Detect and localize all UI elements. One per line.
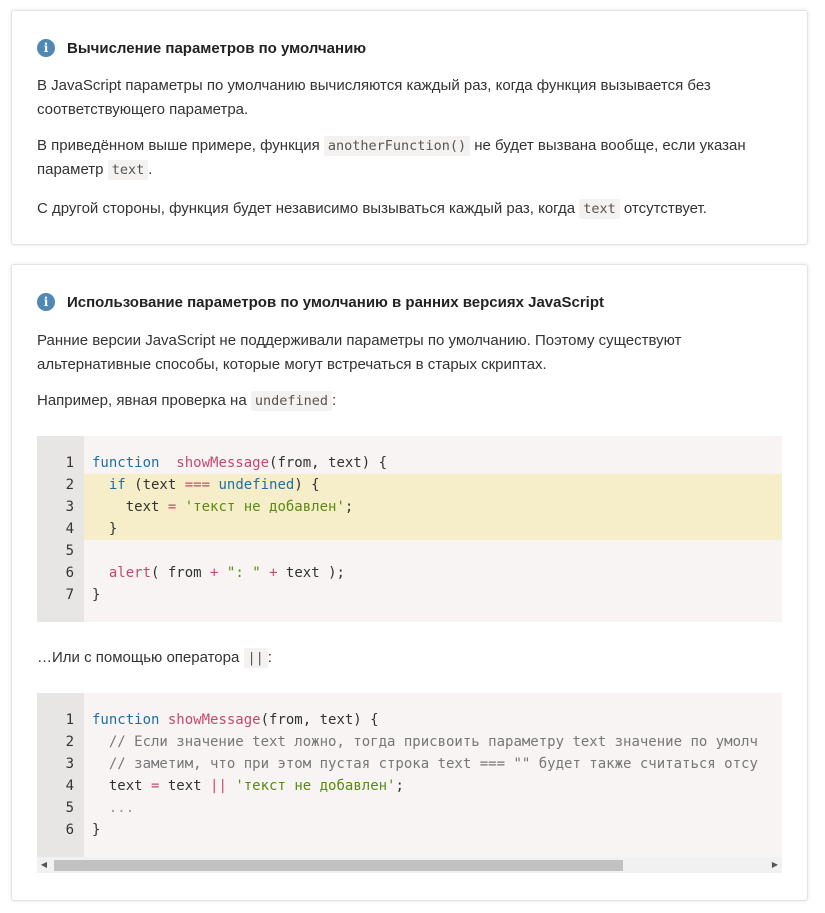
- paragraph-text: Ранние версии JavaScript не поддерживали параметры по умолчанию. Поэтому существуют альтернативные способы, которые могут встречаться в старых скриптах.: [37, 332, 682, 373]
- code-token: [92, 477, 109, 493]
- paragraph: [37, 646, 777, 670]
- card-title-text: Вычисление параметров по умолчанию: [67, 39, 367, 57]
- paragraph-text: В приведённом выше примере, функция: [37, 137, 324, 154]
- code-token: text: [159, 778, 211, 794]
- code-token: 'текст не добавлен': [184, 499, 345, 515]
- paragraph-text: не будет вызвана вообще, если указан параметр: [37, 137, 746, 178]
- code-token: [92, 756, 109, 772]
- code-token: [92, 800, 109, 816]
- code-line: [37, 584, 782, 606]
- line-number: 4: [65, 521, 74, 537]
- paragraph: [37, 74, 777, 122]
- code-token: ;: [344, 499, 354, 515]
- line-number: 3: [65, 756, 74, 772]
- triangle-left-icon[interactable]: ◀: [40, 860, 48, 869]
- info-card-default-params: [11, 10, 808, 245]
- paragraph-text: В JavaScript параметры по умолчанию вычисляются каждый раз, когда функция вызывается без соответствующего параметра.: [37, 77, 711, 118]
- paragraph-text: Например, явная проверка на: [37, 392, 251, 409]
- triangle-right-icon[interactable]: ▶: [771, 860, 779, 869]
- info-icon: i: [37, 39, 55, 57]
- code-token: showMessage: [176, 455, 270, 471]
- code-token: showMessage: [167, 712, 261, 728]
- code-text: [92, 797, 134, 819]
- code-text: [92, 452, 387, 474]
- code-token: ===: [184, 477, 211, 493]
- code-text: [92, 709, 379, 731]
- code-token: [261, 565, 269, 581]
- code-token: +: [269, 565, 278, 581]
- code-token: =: [151, 778, 160, 794]
- info-card-early-js: [11, 264, 808, 901]
- code-token: +: [210, 565, 219, 581]
- code-text: [92, 731, 758, 753]
- inline-code: text: [108, 160, 149, 180]
- code-text: [92, 496, 353, 518]
- code-token: if: [108, 477, 126, 493]
- card-title: [37, 39, 366, 57]
- paragraph-text: отсутствует.: [619, 200, 707, 217]
- card-title-text: Использование параметров по умолчанию в ранних версиях JavaScript: [67, 293, 604, 311]
- inline-code: ||: [244, 648, 268, 668]
- line-number: 2: [65, 734, 74, 750]
- card-title: [37, 293, 604, 311]
- code-token: function: [92, 712, 160, 728]
- line-number: 4: [65, 778, 74, 794]
- inline-code: undefined: [251, 391, 332, 411]
- code-line: [37, 709, 782, 731]
- code-token: alert: [108, 565, 152, 581]
- code-text: [92, 584, 100, 606]
- code-token: }: [92, 521, 118, 537]
- line-number: 5: [65, 543, 74, 559]
- paragraph-text: :: [332, 392, 337, 409]
- code-token: ( from: [151, 565, 211, 581]
- line-number: 7: [65, 587, 74, 603]
- paragraph-text: …Или с помощью оператора: [37, 649, 244, 666]
- code-token: text: [92, 499, 168, 515]
- code-token: function: [92, 455, 160, 471]
- scrollbar-thumb[interactable]: [54, 860, 623, 871]
- code-token: ||: [210, 778, 227, 794]
- code-line: [37, 731, 782, 753]
- code-text: [92, 518, 117, 540]
- code-text: [92, 819, 100, 841]
- code-line: [37, 474, 782, 496]
- line-number: 1: [65, 455, 74, 471]
- code-line: [37, 540, 782, 562]
- code-token: [92, 734, 109, 750]
- code-token: (from, text) {: [260, 712, 379, 728]
- code-token: undefined: [218, 477, 295, 493]
- code-line: [37, 518, 782, 540]
- line-number: 6: [65, 822, 74, 838]
- code-token: =: [167, 499, 177, 515]
- code-line: [37, 819, 782, 841]
- code-line: [37, 496, 782, 518]
- code-text: [92, 474, 320, 496]
- code-token: (from, text) {: [269, 455, 388, 471]
- inline-code: text: [579, 199, 620, 219]
- code-token: // Если значение text ложно, тогда присвоить параметру text значение по умолч: [108, 734, 758, 750]
- paragraph: [37, 329, 777, 377]
- code-token: [159, 455, 176, 471]
- paragraph-text: .: [148, 161, 153, 178]
- code-line: [37, 753, 782, 775]
- code-token: text: [92, 778, 152, 794]
- code-token: [176, 499, 184, 515]
- code-token: ;: [395, 778, 404, 794]
- code-token: }: [92, 822, 101, 838]
- code-text: [92, 562, 345, 584]
- line-number: 2: [65, 477, 74, 493]
- line-number: 1: [65, 712, 74, 728]
- code-token: [92, 565, 109, 581]
- line-number: 3: [65, 499, 74, 515]
- code-block: [37, 693, 782, 873]
- code-line: [37, 797, 782, 819]
- code-text: [92, 775, 404, 797]
- code-token: text );: [277, 565, 345, 581]
- paragraph-text: :: [267, 649, 272, 666]
- code-line: [37, 562, 782, 584]
- code-token: ...: [108, 800, 135, 816]
- inline-code: anotherFunction(): [324, 136, 470, 156]
- paragraph-text: С другой стороны, функция будет независимо вызываться каждый раз, когда: [37, 200, 580, 217]
- code-line: [37, 775, 782, 797]
- code-token: (text: [125, 477, 185, 493]
- code-token: ) {: [294, 477, 320, 493]
- code-token: }: [92, 587, 101, 603]
- horizontal-scrollbar[interactable]: [37, 857, 782, 873]
- paragraph: [37, 197, 777, 221]
- line-number: 5: [65, 800, 74, 816]
- code-text: [92, 753, 758, 775]
- paragraph: [37, 134, 777, 182]
- line-number: 6: [65, 565, 74, 581]
- code-block: [37, 436, 782, 622]
- paragraph: [37, 389, 777, 413]
- code-token: [159, 712, 167, 728]
- info-icon: i: [37, 293, 55, 311]
- code-token: ": ": [226, 565, 261, 581]
- code-line: [37, 452, 782, 474]
- code-token: // заметим, что при этом пустая строка text === "" будет также считаться отсу: [108, 756, 758, 772]
- code-token: 'текст не добавлен': [235, 778, 396, 794]
- code-token: [218, 565, 226, 581]
